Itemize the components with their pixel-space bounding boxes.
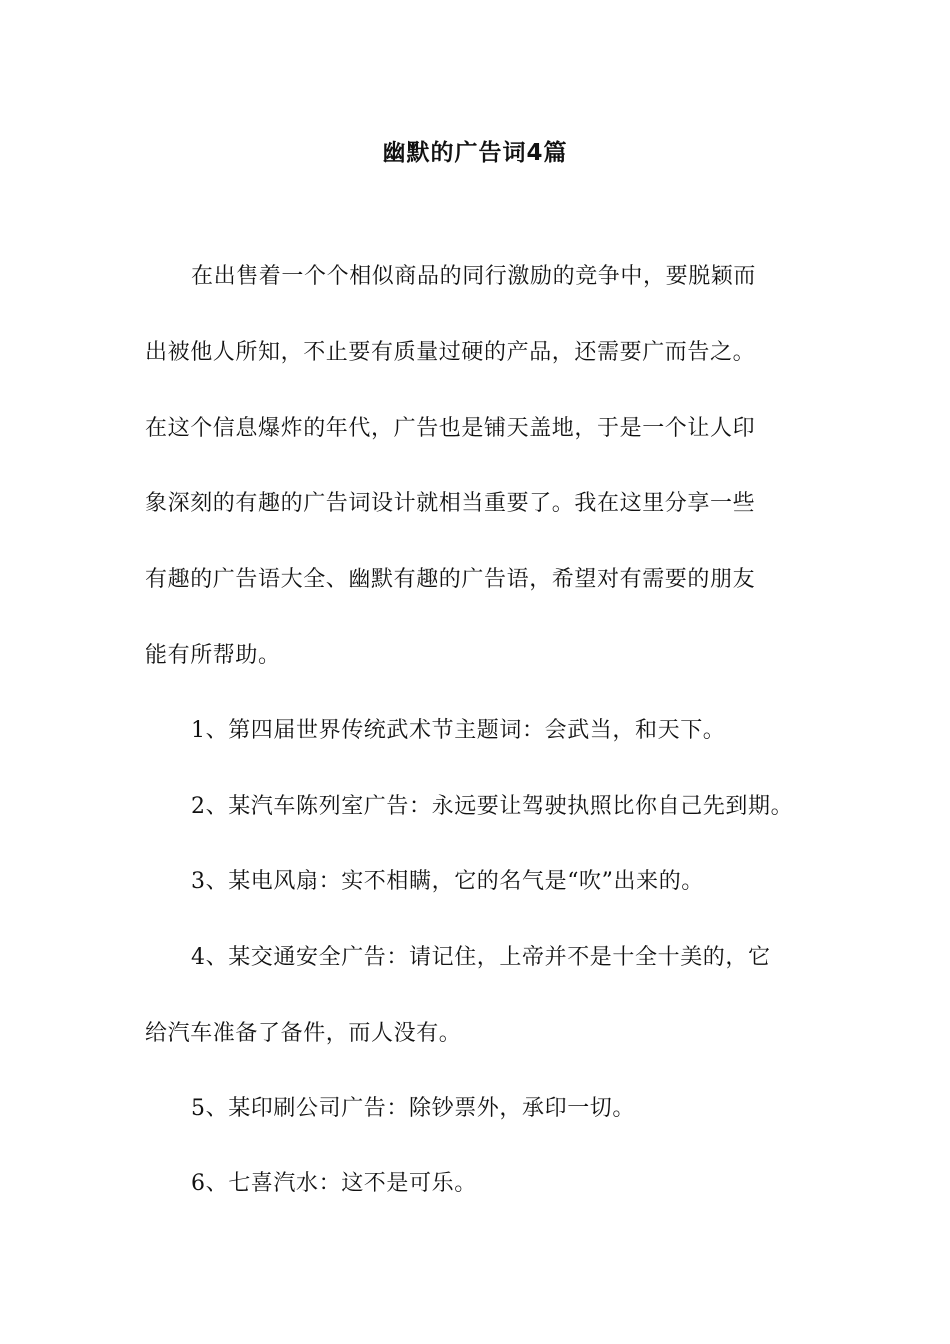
- intro-line: 在出售着一个个相似商品的同行激励的竞争中，要脱颖而: [191, 264, 757, 289]
- slogan-item: 3、某电风扇：实不相瞒，它的名气是“吹”出来的。: [191, 869, 704, 894]
- slogan-item-continued: 给汽车准备了备件，而人没有。: [145, 1021, 462, 1046]
- intro-line: 能有所帮助。: [145, 643, 281, 668]
- slogan-item: 5、某印刷公司广告：除钞票外，承印一切。: [191, 1096, 635, 1121]
- slogan-item: 1、第四届世界传统武术节主题词：会武当，和天下。: [191, 718, 726, 743]
- intro-line: 在这个信息爆炸的年代，广告也是铺天盖地，于是一个让人印: [145, 416, 756, 441]
- document-title: 幽默的广告词4篇: [382, 140, 568, 166]
- intro-line: 有趣的广告语大全、幽默有趣的广告语，希望对有需要的朋友: [145, 567, 756, 592]
- slogan-item: 6、七喜汽水：这不是可乐。: [191, 1171, 477, 1196]
- intro-line: 出被他人所知，不止要有质量过硬的产品，还需要广而告之。: [145, 340, 756, 365]
- intro-line: 象深刻的有趣的广告词设计就相当重要了。我在这里分享一些: [145, 491, 756, 516]
- slogan-item: 2、某汽车陈列室广告：永远要让驾驶执照比你自己先到期。: [191, 794, 794, 819]
- slogan-item: 4、某交通安全广告：请记住，上帝并不是十全十美的，它: [191, 945, 771, 970]
